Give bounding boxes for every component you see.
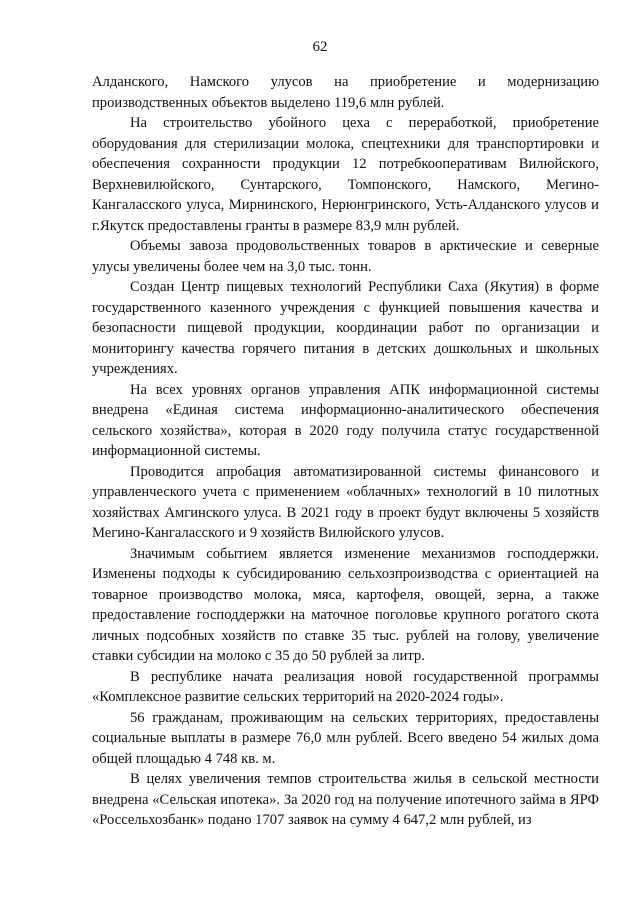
paragraph-rural-program: В республике начата реализация новой государственной программы «Комплексное развитие сельских территорий на 2020-2024 годы». [92,668,599,705]
paragraph-accounting-system: Проводится апробация автоматизированной системы финансового и управленческого учета с применением «облачных» технологий в 10 пилотных хозяйствах Амгинского улуса. В 2021 году в проект будут включены 5 хозяйств Мегино-Кангаласского и 9 хозяйств Вилюйского улусов. [92,463,599,541]
paragraph-state-support: Значимым событием является изменение механизмов господдержки. Изменены подходы к субсидированию сельхозпроизводства с ориентацией на товарное производство молока, мяса, картофеля, овощей, зерна, а также предоставление господдержки на маточное поголовье крупного рогатого скота личных подсобных хозяйств по ставке 35 тыс. рублей на голову, увеличение ставки субсидии на молоко с 35 до 50 рублей за литр. [92,545,599,664]
paragraph-info-system: На всех уровнях органов управления АПК информационной системы внедрена «Единая система информационно-аналитического обеспечения сельского хозяйства», которая в 2020 году получила статус государственной информационной системы. [92,381,599,459]
paragraph-slaughterhouse-grants: На строительство убойного цеха с переработкой, приобретение оборудования для стерилизации молока, спецтехники для транспортировки и обеспечения сохранности продукции 12 потребкооперативам Вилюйского, Верхневилюйского, Сунтарского, Томпонского, Намского, Мегино-Кангаласского улуса, Мирнинского, Нерюнгринского, Усть-Алданского улусов и г.Якутск предоставлены гранты в размере 83,9 млн рублей. [92,115,599,234]
paragraph-social-payments: 56 гражданам, проживающим на сельских территориях, предоставлены социальные выплаты в размере 76,0 млн рублей. Всего введено 54 жилых дома общей площадью 4 748 кв. м. [92,709,599,767]
paragraph-food-delivery: Объемы завоза продовольственных товаров в арктические и северные улусы увеличены более чем на 3,0 тыс. тонн. [92,238,599,275]
paragraph-continuation: Алданского, Намского улусов на приобретение и модернизацию производственных объектов выделено 119,6 млн рублей. [92,74,599,111]
page-number: 62 [312,39,328,55]
body-text [92,72,599,831]
paragraph-food-tech-center: Создан Центр пищевых технологий Республики Саха (Якутия) в форме государственного казенного учреждения с функцией повышения качества и безопасности пищевой продукции, координации работ по организации и мониторингу качества горячего питания в детских дошкольных и школьных учреждениях. [92,279,599,377]
paragraph-rural-mortgage: В целях увеличения темпов строительства жилья в сельской местности внедрена «Сельская ипотека». За 2020 год на получение ипотечного займа в ЯРФ «Россельхозбанк» подано 1707 заявок на сумму 4 647,2 млн рублей, из [92,771,599,828]
